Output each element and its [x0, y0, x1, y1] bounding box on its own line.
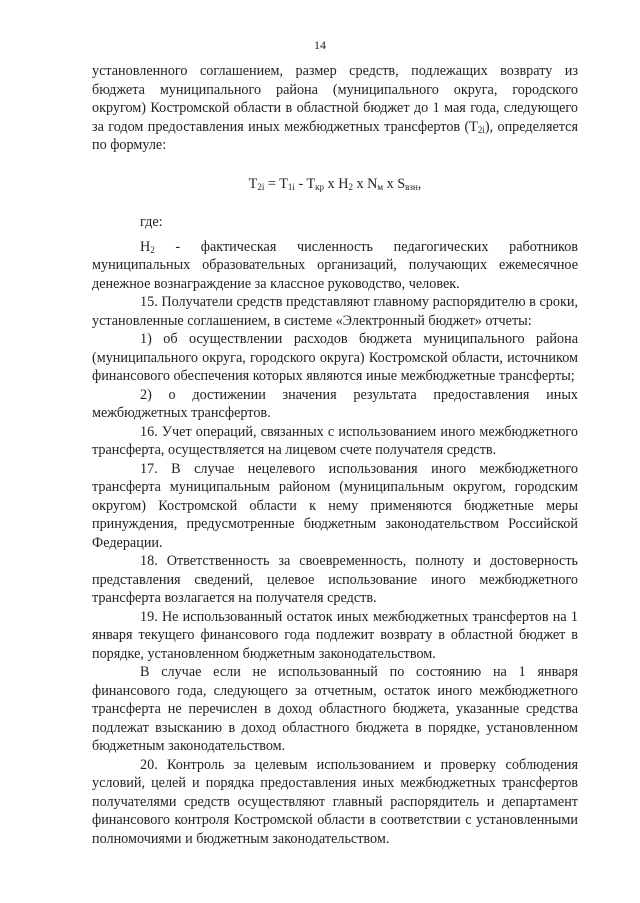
inline-h2: $H_2$ [140, 238, 155, 255]
paragraph-15: 15. Получатели средств представляют главному распорядителю в сроки, установленные соглашением, в системе «Электронный бюджет» отчеты: [92, 294, 578, 329]
document-body [92, 62, 578, 848]
page-number: 14 [314, 38, 326, 52]
paragraph-19-part-2: В случае если не использованный по состоянию на 1 января финансового года, следующего за отчетным, остаток иного межбюджетного трансферта не перечислен в доход областного бюджета, указанные средства подлежат взысканию в доход областного бюджета в порядке, установленном бюджетным законодательством. [92, 664, 578, 754]
paragraph-19: 19. Не использованный остаток иных межбюджетных трансфертов на 1 января текущего финансового года подлежит возврату в областной бюджет в порядке, установленном бюджетным законодательством. [92, 608, 578, 662]
paragraph-20: 20. Контроль за целевым использованием и проверку соблюдения условий, целей и порядка предоставления иных межбюджетных трансфертов получателями средств осуществляют главный распорядитель и департамент финансового контроля Костромской области в соответствии с установленными полномочиями и бюджетным законодательством. [92, 756, 578, 847]
inline-t2i: $(T_{2i})$ [464, 118, 490, 135]
continuation-tail: , определяется по формуле: [92, 118, 578, 153]
paragraph-15-item-1: 1) об осуществлении расходов бюджета муниципального района (муниципального округа, городского округа) Костромской области, источником финансового обеспечения которых являются иные межбюджетные трансферты; [92, 331, 578, 384]
formula: $T_{2i} = T_{1i} - T_{кр}$ x $H_2$ x $N_м$ x $S_{взн}$, [248, 175, 422, 192]
n2-definition-text: - фактическая численность педагогических работников муниципальных образовательных организаций, получающих ежемесячное денежное вознаграждение за классное руководство, человек. [92, 238, 578, 292]
where-label: где: [140, 214, 163, 230]
continuation-text: установленного соглашением, размер средств, подлежащих возврату из бюджета муниципального района (муниципального округа, городского округом) Костромской области в областной бюджет до 1 мая года, следующего за годом предоставления иных межбюджетных трансфертов [92, 63, 578, 135]
paragraph-16: 16. Учет операций, связанных с использованием иного межбюджетного трансферта, осуществляется на лицевом счете получателя средств. [92, 423, 578, 458]
paragraph-continuation [92, 62, 578, 155]
paragraph-18: 18. Ответственность за своевременность, полноту и достоверность представления сведений, целевое использование иного межбюджетного трансферта возлагается на получателя средств. [92, 553, 578, 606]
paragraph-17: 17. В случае нецелевого использования иного межбюджетного трансферта муниципальным районом (муниципальным округом, городским округом) Костромской области к нему применяются бюджетные меры принуждения, предусмотренные бюджетным законодательством Российской Федерации. [92, 460, 578, 551]
n2-definition [92, 238, 578, 294]
paragraph-15-item-2: 2) о достижении значения результата предоставления иных межбюджетных трансфертов. [92, 386, 578, 421]
